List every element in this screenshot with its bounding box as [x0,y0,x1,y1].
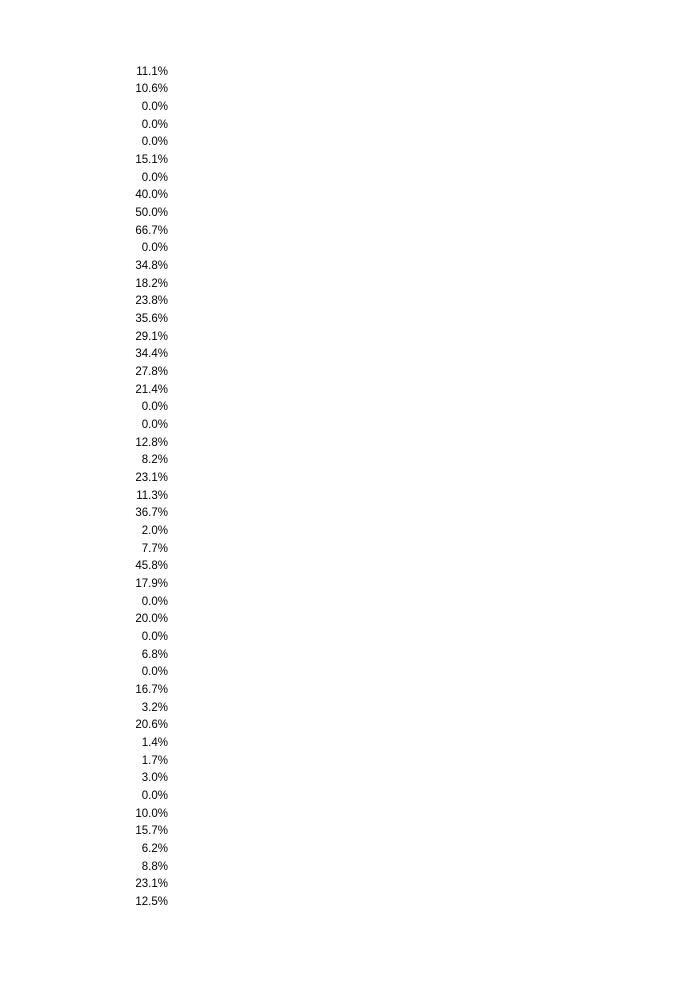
percentage-cell: 36.7% [135,507,168,520]
percentage-cell: 0.0% [141,418,168,431]
percentage-cell: 11.3% [136,489,168,502]
percentage-cell: 35.6% [135,312,168,325]
percentage-cell: 21.4% [135,383,168,396]
percentage-cell: 0.0% [141,136,168,149]
percentage-column [108,64,168,912]
percentage-cell: 2.0% [141,524,168,537]
percentage-cell: 34.4% [135,348,168,361]
percentage-cell: 18.2% [135,277,168,290]
percentage-cell: 66.7% [135,224,168,237]
percentage-cell: 10.6% [135,83,168,96]
percentage-cell: 29.1% [135,330,168,343]
percentage-cell: 23.8% [135,295,168,308]
percentage-cell: 0.0% [141,401,168,414]
percentage-cell: 12.5% [135,896,168,909]
percentage-cell: 20.0% [135,613,168,626]
percentage-cell: 45.8% [135,560,168,573]
percentage-cell: 23.1% [135,471,168,484]
percentage-cell: 0.0% [141,631,168,643]
percentage-cell: 8.2% [141,454,168,467]
percentage-cell: 7.7% [141,542,168,555]
percentage-cell: 27.8% [135,365,168,378]
percentage-cell: 6.2% [141,843,168,856]
percentage-cell: 23.1% [135,878,168,891]
percentage-cell: 12.8% [135,436,168,449]
percentage-cell: 0.0% [141,790,168,803]
percentage-cell: 3.0% [141,772,168,785]
percentage-cell: 34.8% [135,259,168,272]
percentage-cell: 0.0% [141,242,168,255]
percentage-cell: 40.0% [135,189,168,202]
percentage-cell: 20.6% [135,719,168,732]
percentage-cell: 3.2% [141,701,168,714]
percentage-cell: 0.0% [141,595,168,608]
percentage-cell: 11.1% [136,65,168,78]
percentage-cell: 0.0% [141,666,168,679]
percentage-cell: 1.7% [141,754,168,767]
percentage-cell: 6.8% [141,648,168,661]
percentage-cell: 15.7% [135,825,168,838]
percentage-cell: 0.0% [141,100,168,113]
percentage-cell: 17.9% [135,577,168,590]
percentage-cell: 10.0% [135,807,168,820]
percentage-cell: 1.4% [141,737,168,750]
percentage-cell: 16.7% [135,684,168,697]
percentage-cell: 8.8% [141,860,168,873]
percentage-cell: 15.1% [135,153,168,166]
percentage-cell: 0.0% [141,171,168,184]
percentage-cell: 0.0% [141,118,168,131]
percentage-cell: 50.0% [135,206,168,219]
